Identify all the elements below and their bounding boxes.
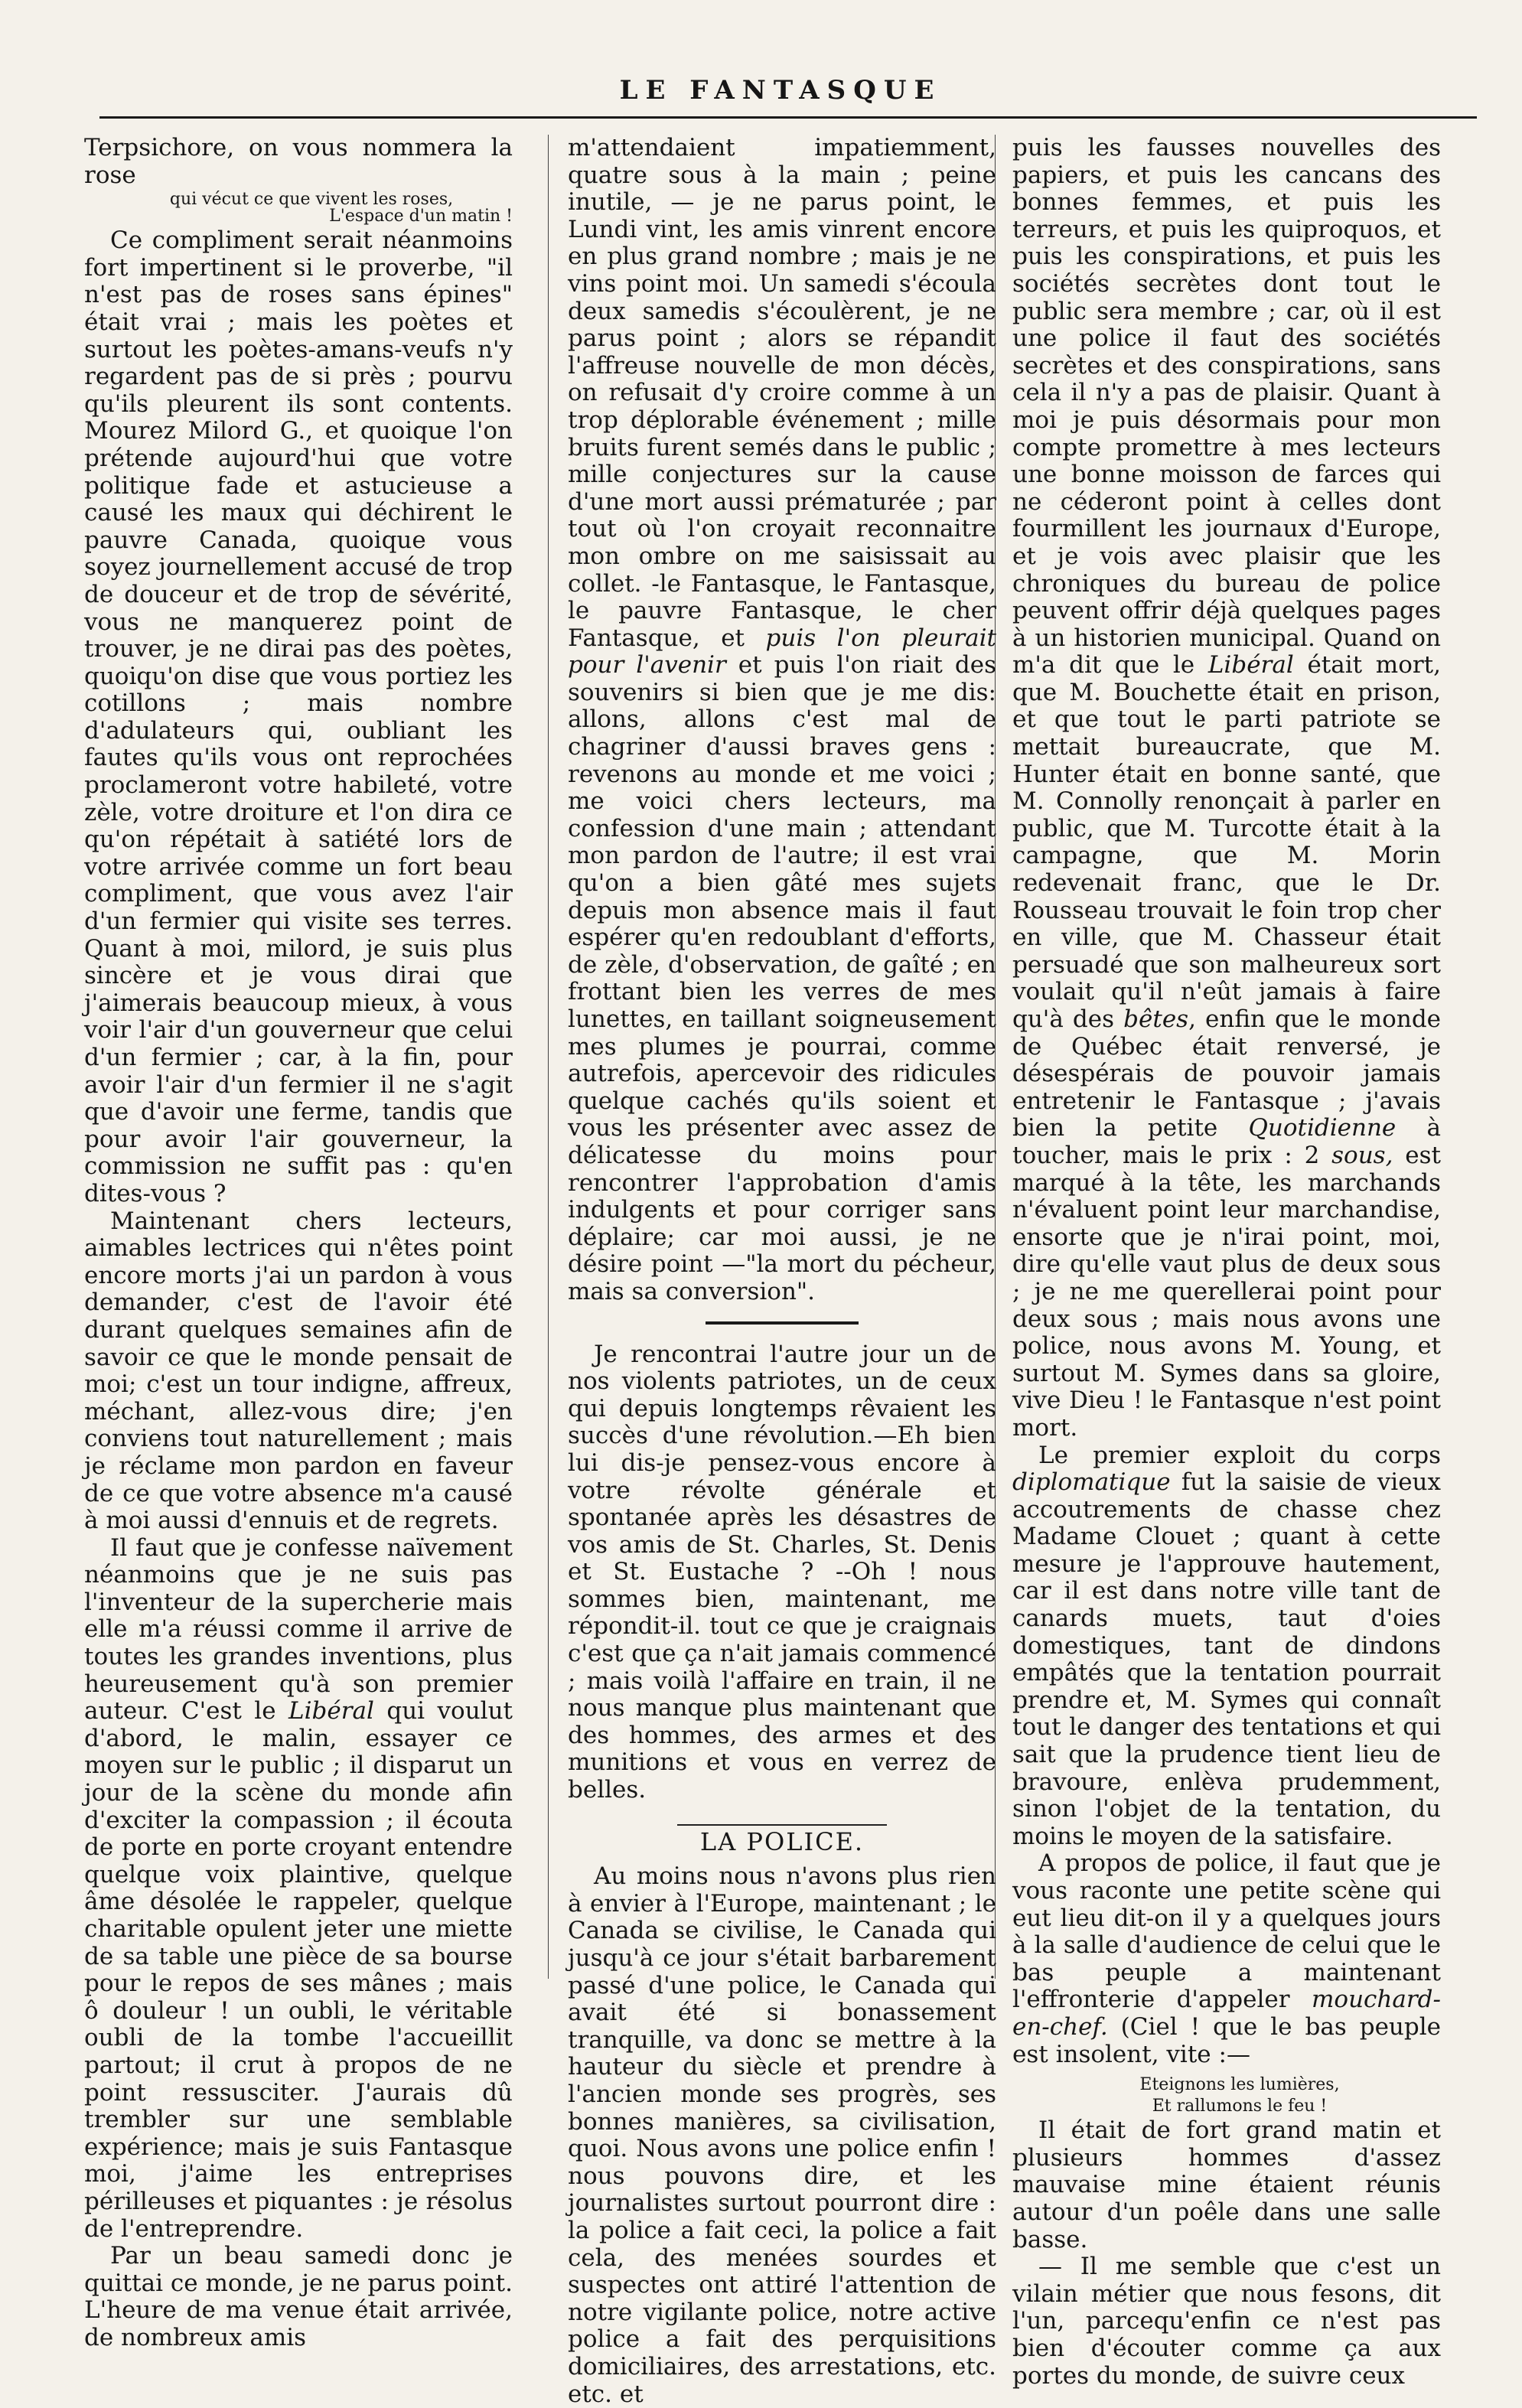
text-run: fut la saisie de vieux accoutrements de chasse chez Madame Clouet ; quant à cette mesure je l'approuve hautement, car il est dans notre ville tant de canards muets, taut d'oies domestiques, tant de dindons empâtés que la tentation pourrait prendre et, M. Symes qui connaît tout le danger des tentations et qui sait que la prudence tient lieu de bravoure, enlèva prudemment, sinon l'objet de la tentation, du moins le moyen de la satisfaire. xyxy=(1012,1468,1441,1850)
text-run: Il faut que je confesse naïvement néanmoins que je ne suis pas l'inventeur de la supercherie mais elle m'a réussi comme il arrive de toutes les grandes inventions, plus heureusement qu'à son premier auteur. C'est le xyxy=(84,1533,513,1725)
italic-run: Libéral xyxy=(1207,651,1294,679)
paragraph: — Il me semble que c'est un vilain métier que nous fesons, dit l'un, parcequ'enfin ce n'est pas bien d'écouter comme ça aux portes du monde, de suivre ceux xyxy=(1012,2253,1441,2390)
section-divider xyxy=(706,1321,859,1325)
column-3 xyxy=(1012,135,1441,2390)
text-run: et puis l'on riait des souvenirs si bien que je me dis: allons, allons c'est mal de chagriner d'aussi braves gens : revenons au monde et me voici ; me voici chers lecteurs, ma confession d'une main ; attendant mon pardon de l'autre; il est vrai qu'on a bien gâté mes sujets depuis mon absence mais il faut espérer qu'en redoublant d'efforts, de zèle, d'observation, de gaîté ; en frottant bien les verres de mes lunettes, en taillant soigneusement mes plumes je pourrai, comme autrefois, apercevoir des ridicules quelque cachés qu'ils soient et vous les présenter avec assez de délicatesse du moins pour rencontrer l'approbation d'amis indulgents et pour corriger sans déplaire; car moi aussi, je ne désire point —"la mort du pécheur, mais sa conversion". xyxy=(568,651,996,1305)
text-run: Le premier exploit du corps xyxy=(1038,1441,1441,1469)
italic-run: diplomatique xyxy=(1012,1468,1171,1497)
text-run: était mort, que M. Bouchette était en prison, et que tout le parti patriote se mettait bureaucrate, que M. Hunter était en bonne santé, que M. Connolly renonçait à parler en public, que M. Turcotte était à la campagne, que M. Morin redevenait franc, que le Dr. Rousseau trouvait le foin trop cher en ville, que M. Chasseur était persuadé que son malheureux sort voulait qu'il n'eût jamais à faire qu'à des xyxy=(1012,651,1441,1033)
column-separator-1 xyxy=(548,135,549,1979)
verse-line: L'espace d'un matin ! xyxy=(329,207,513,226)
paragraph xyxy=(1012,1850,1441,2068)
italic-run: puis l'on pleurait pour l'avenir xyxy=(568,624,996,679)
column-1 xyxy=(84,135,513,2352)
text-run: à toucher, mais le prix : 2 xyxy=(1012,1114,1441,1169)
italic-run: mouchard-en-chef. xyxy=(1012,1986,1441,2041)
paragraph: Ce compliment serait néanmoins fort impertinent si le proverbe, "il n'est pas de roses sans épines" était vrai ; mais les poètes et surtout les poètes-amans-veufs n'y regardent pas de si près ; pourvu qu'ils pleurent ils sont contents. Mourez Milord G., et quoique l'on prétende aujourd'hui que votre politique fade et astucieuse a causé les maux qui déchirent le pauvre Canada, quoique vous soyez journellement accusé de trop de douceur et de trop de sévérité, vous ne manquerez point de trouver, je ne dirai pas des poètes, quoiqu'on dise que vous portiez les cotillons ; mais nombre d'adulateurs qui, oubliant les fautes qu'ils vous ont reprochées proclameront votre habileté, votre zèle, votre droiture et l'on dira ce qu'on répétait à satiété lors de votre arrivée comme un fort beau compliment, que vous avez l'air d'un fermier qui visite ses terres. Quant à moi, milord, je suis plus sincère et je vous dirai que j'aimerais beaucoup mieux, à vous voir l'air d'un gouverneur que celui d'un fermier ; car, à la fin, pour avoir l'air d'un fermier il ne s'agit que d'avoir une ferme, tandis que pour avoir l'air gouverneur, la commission ne suffit pas : qu'en dites-vous ? xyxy=(84,226,513,1207)
paragraph: Par un beau samedi donc je quittai ce monde, je ne parus point. L'heure de ma venue était arrivée, de nombreux amis xyxy=(84,2242,513,2351)
italic-run: sous, xyxy=(1331,1141,1393,1169)
paragraph: Terpsichore, on vous nommera la rose xyxy=(84,134,513,189)
verse-line: Et rallumons le feu ! xyxy=(1152,2097,1328,2116)
text-run: (Ciel ! que le bas peuple est insolent, vite :— xyxy=(1012,2012,1441,2068)
paragraph: Au moins nous n'avons plus rien à envier à l'Europe, maintenant ; le Canada se civilise, le Canada qui jusqu'à ce jour s'était barbarement passé d'une police, le Canada qui avait été si bonassement tranquille, va donc se mettre à la hauteur du siècle et prendre à l'ancien monde ses progrès, ses bonnes manières, sa civilisation, quoi. Nous avons une police enfin ! nous pouvons dire, et les journalistes surtout pourront dire : la police a fait ceci, la police a fait cela, des menées sourdes et suspectes ont attiré l'attention de notre vigilante police, notre active police a fait des perquisitions domiciliaires, des arrestations, etc. etc. et xyxy=(568,1862,996,2408)
italic-run: bêtes xyxy=(1123,1005,1189,1033)
section-heading xyxy=(568,1824,996,1856)
paragraph: Maintenant chers lecteurs, aimables lectrices qui n'êtes point encore morts j'ai un pardon à vous demander, c'est de l'avoir été durant quelques semaines afin de savoir ce que le monde pensait de moi; c'est un tour indigne, affreux, méchant, allez-vous dire; j'en conviens tout naturellement ; mais je réclame mon pardon en faveur de ce que votre absence m'a causé à moi aussi d'ennuis et de regrets. xyxy=(84,1207,513,1535)
verse-line: qui vécut ce que vivent les roses, xyxy=(169,190,454,210)
masthead-rule xyxy=(99,116,1477,119)
paragraph xyxy=(1012,135,1441,1442)
paragraph xyxy=(568,135,996,1306)
text-run: A propos de police, il faut que je vous raconte une petite scène qui eut lieu dit-on il y a quelques jours à la salle d'audience de celui que le bas peuple a maintenant l'effronterie d'appeler xyxy=(1012,1849,1441,2014)
verse-line: Eteignons les lumières, xyxy=(1139,2075,1340,2095)
italic-run: Libéral xyxy=(288,1697,374,1725)
column-2 xyxy=(568,135,996,2408)
masthead: LE FANTASQUE xyxy=(619,75,942,106)
text-run: , enfin que le monde de Québec était renversé, je désespérais de pouvoir jamais entretenir le Fantasque ; j'avais bien la petite xyxy=(1012,1005,1442,1142)
paragraph xyxy=(1012,1442,1441,1851)
italic-run: Quotidienne xyxy=(1248,1114,1397,1142)
text-run: qui voulut d'abord, le malin, essayer ce moyen sur le public ; il disparut un jour de la scène du monde afin d'exciter la compassion ; il écouta de porte en porte croyant entendre quelque voix plaintive, quelque âme désolée le rappeler, quelque charitable opulent jeter une miette de sa table une pièce de sa bourse pour le repos de ses mânes ; mais ô douleur ! un oubli, le véritable oubli de la tombe l'accueillit partout; il crut à propos de ne point ressusciter. J'aurais dû trembler sur une semblable expérience; mais je suis Fantasque moi, j'aime les entreprises périlleuses et piquantes : je résolus de l'entreprendre. xyxy=(84,1697,513,2243)
paragraph: Il était de fort grand matin et plusieurs hommes d'assez mauvaise mine étaient réunis autour d'un poêle dans une salle basse. xyxy=(1012,2116,1441,2253)
paragraph xyxy=(84,1535,513,2243)
text-run: est marqué à la tête, les marchands n'évaluent point leur marchandise, ensorte que je n'irai point, moi, dire qu'elle vaut plus de deux sous ; je ne me querellerai point pour deux sous ; mais nous avons une police, nous avons M. Young, et surtout M. Symes dans sa gloire, vive Dieu ! le Fantasque n'est point mort. xyxy=(1012,1141,1441,1442)
paragraph: Je rencontrai l'autre jour un de nos violents patriotes, un de ceux qui depuis longtemps rêvaient les succès d'une révolution.—Eh bien lui dis-je pensez-vous encore à votre révolte générale et spontanée après les désastres de vos amis de St. Charles, St. Denis et St. Eustache ? --Oh ! nous sommes bien, maintenant, me répondit-il. tout ce que je craignais c'est que ça n'ait jamais commencé ; mais voilà l'affaire en train, il ne nous manque plus maintenant que des hommes, des armes et des munitions et vous en verrez de belles. xyxy=(568,1340,996,1804)
text-run: m'attendaient impatiemment, quatre sous à la main ; peine inutile, — je ne parus point, le Lundi vint, les amis vinrent encore en plus grand nombre ; mais je ne vins point moi. Un samedi s'écoula deux samedis s'écoulèrent, je ne parus point ; alors se répandit l'affreuse nouvelle de mon décès, on refusait d'y croire comme à un trop déplorable événement ; mille bruits furent semés dans le public ; mille conjectures sur la cause d'une mort aussi prématurée ; par tout où l'on croyait reconnaitre mon ombre on me saisissait au collet. -le Fantasque, le Fantasque, le pauvre Fantasque, le cher Fantasque, et xyxy=(568,134,996,652)
text-run: puis les fausses nouvelles des papiers, et puis les cancans des bonnes femmes, et puis les terreurs, et puis les quiproquos, et puis les conspirations, et puis les sociétés secrètes dont tout le public sera membre ; car, où il est une police il faut des sociétés secrètes et des conspirations, sans cela il n'y a pas de plaisir. Quant à moi je puis désormais pour mon compte promettre à mes lecteurs une bonne moisson de farces qui ne céderont point à celles dont fourmillent les journaux d'Europe, et je vois avec plaisir que les chroniques du bureau de police peuvent offrir déjà quelques pages à un historien municipal. Quand on m'a dit que le xyxy=(1012,134,1441,679)
heading-text: LA POLICE. xyxy=(677,1824,887,1856)
